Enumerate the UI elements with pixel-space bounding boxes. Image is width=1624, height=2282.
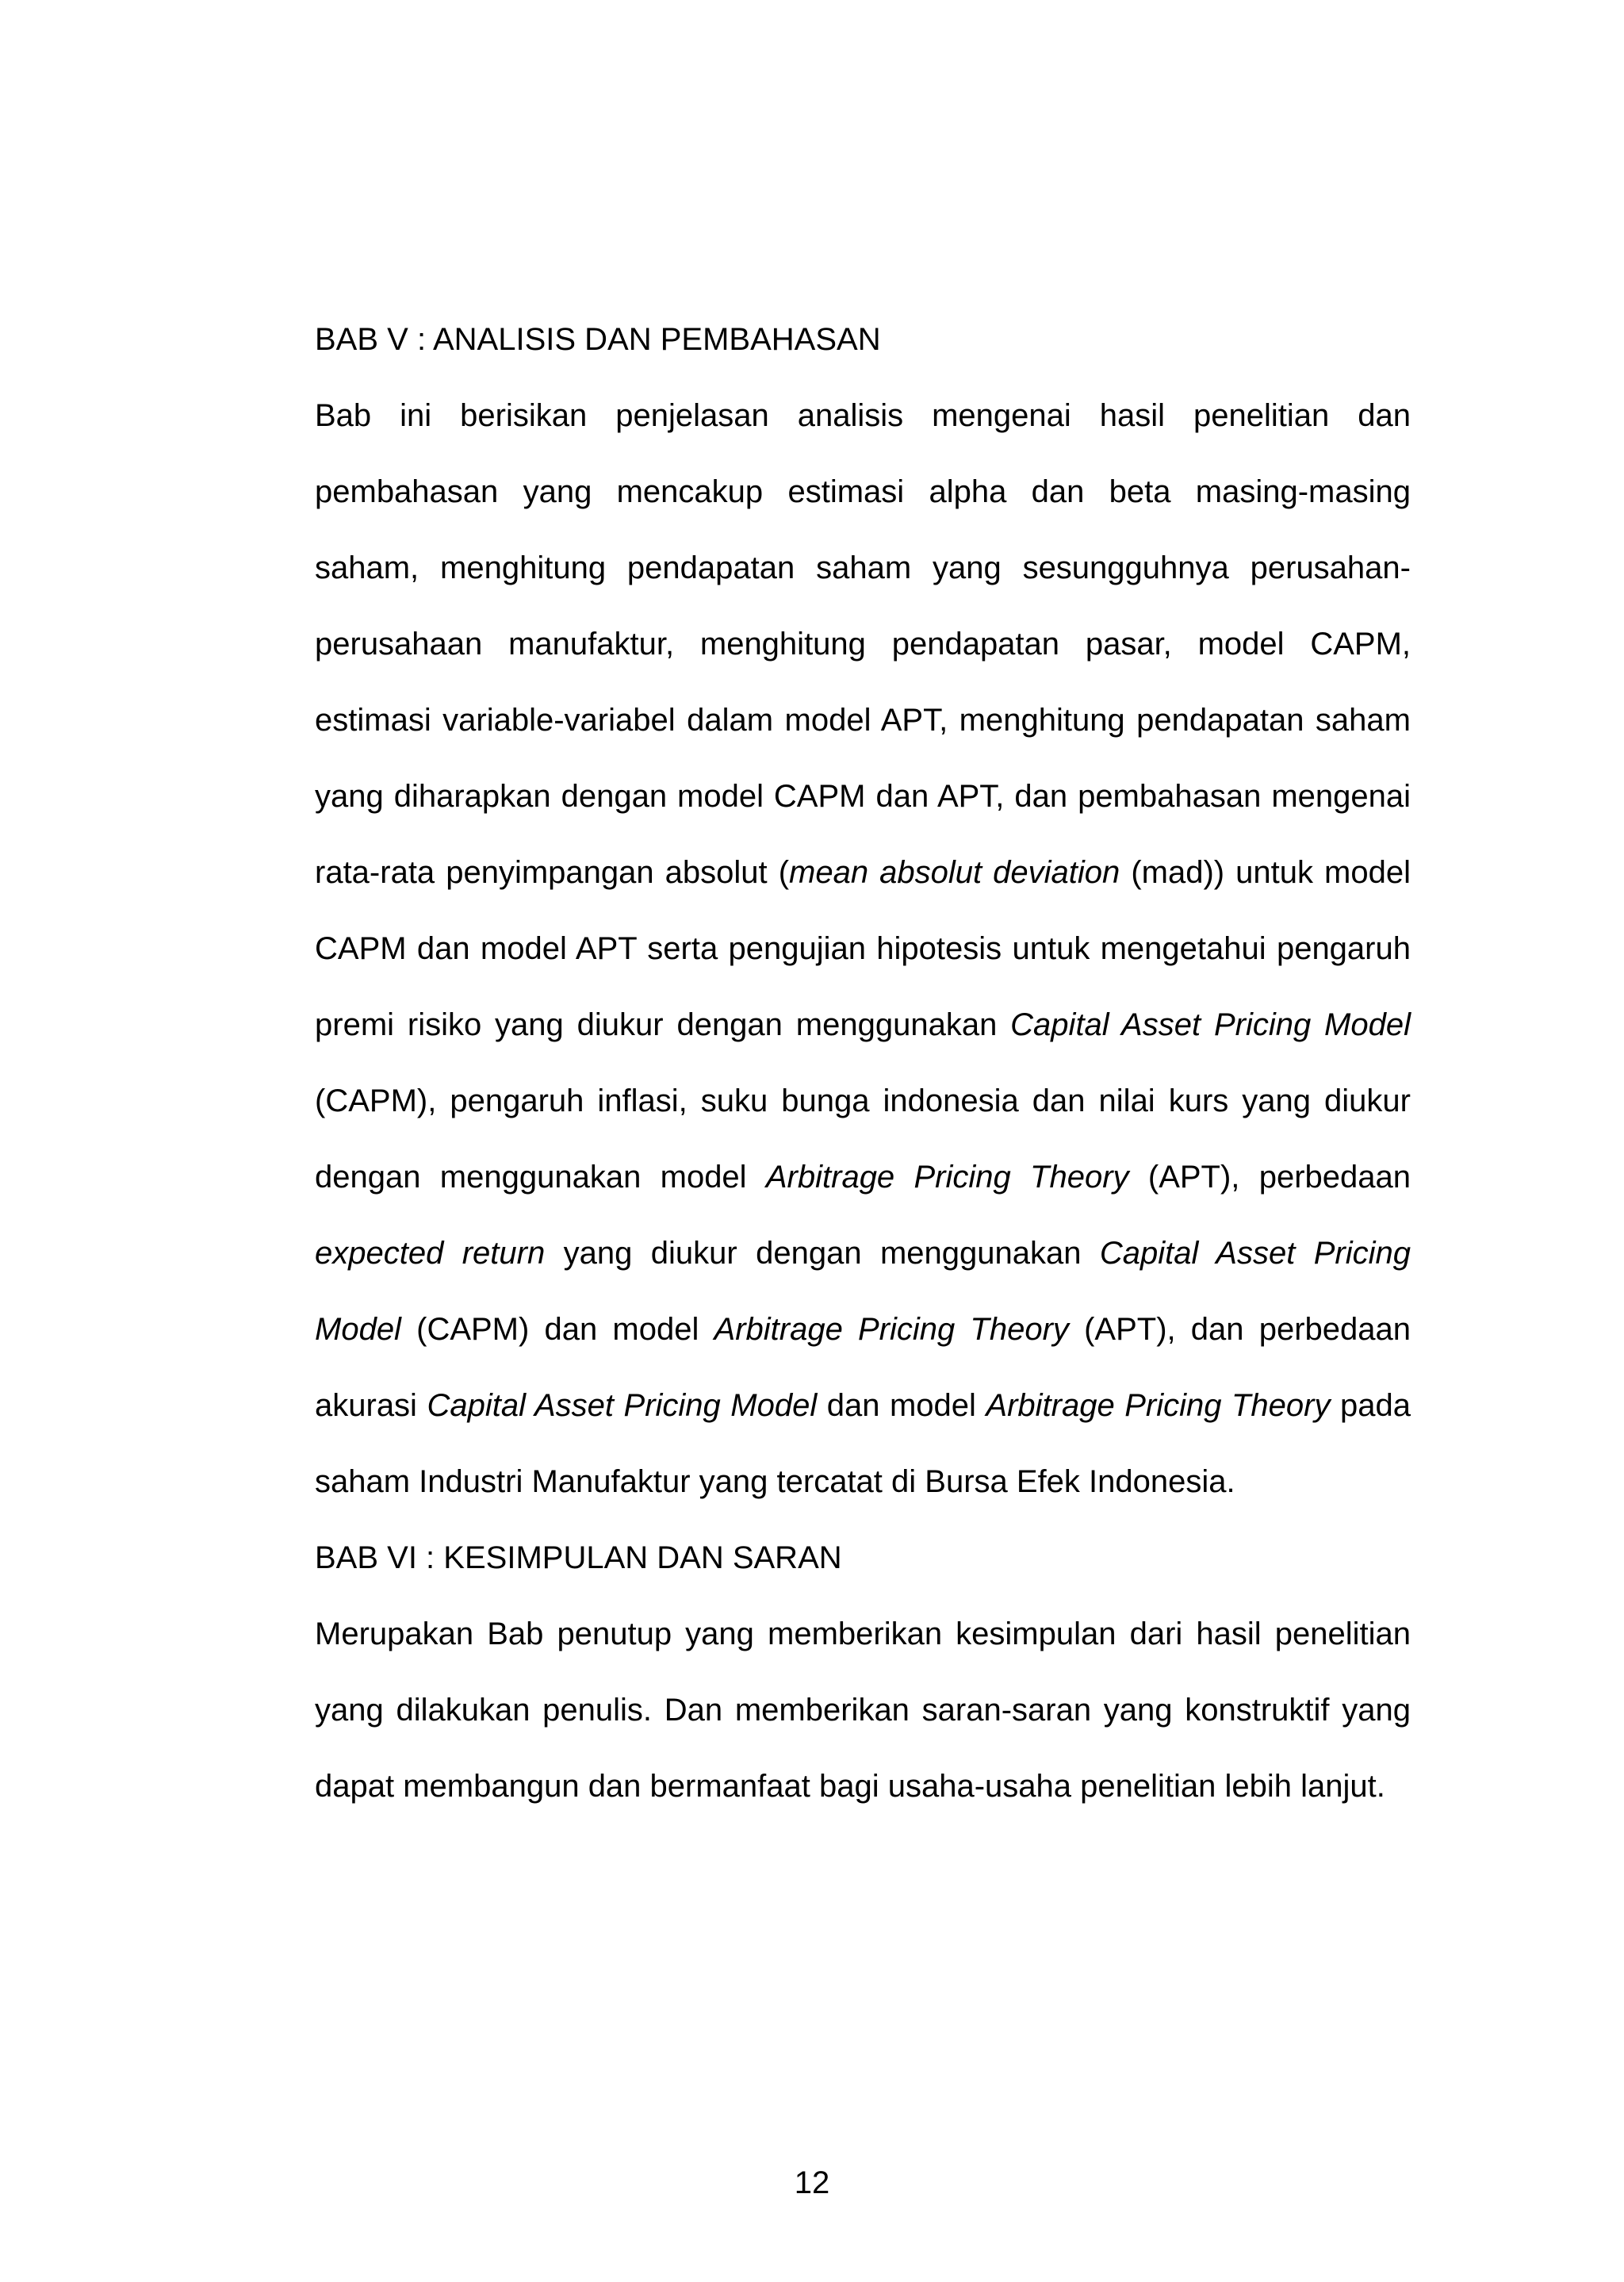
italic-term: mean absolut deviation	[789, 855, 1120, 890]
paragraph-text-segment: yang diukur dengan menggunakan	[545, 1236, 1100, 1271]
italic-term: Arbitrage Pricing Theory	[986, 1388, 1331, 1423]
paragraph-bab-v	[315, 378, 1411, 1520]
paragraph-text-segment: (CAPM), pengaruh inflasi, suku bunga indonesia dan nilai kurs yang diukur dengan menggunakan model	[315, 1083, 1411, 1195]
italic-term: expected return	[315, 1236, 546, 1271]
paragraph-text-segment: (mad)) untuk model CAPM dan model APT serta pengujian hipotesis untuk mengetahui pengaruh premi risiko yang diukur dengan menggunakan	[315, 855, 1411, 1042]
paragraph-text-segment: pada saham Industri Manufaktur yang tercatat di Bursa Efek Indonesia.	[315, 1388, 1411, 1499]
paragraph-text-segment: (CAPM) dan model	[400, 1312, 714, 1347]
paragraph-text-segment: (APT), dan perbedaan akurasi	[315, 1312, 1411, 1423]
heading-bab-v: BAB V : ANALISIS DAN PEMBAHASAN	[315, 322, 881, 357]
italic-term: Arbitrage Pricing Theory	[765, 1160, 1129, 1195]
paragraph-text-segment: dan model	[817, 1388, 986, 1423]
paragraph-text-segment: (APT), perbedaan	[1128, 1160, 1411, 1195]
page-number: 12	[794, 2165, 830, 2200]
paragraph-bab-vi: Merupakan Bab penutup yang memberikan kesimpulan dari hasil penelitian yang dilakukan penulis. Dan memberikan saran-saran yang konstruktif yang dapat membangun dan bermanfaat bagi usaha-usaha penelitian lebih lanjut.	[315, 1617, 1411, 1804]
heading-bab-vi: BAB VI : KESIMPULAN DAN SARAN	[315, 1540, 842, 1575]
page-body	[315, 301, 1411, 1824]
italic-term: Arbitrage Pricing Theory	[714, 1312, 1069, 1347]
paragraph-text-segment: Bab ini berisikan penjelasan analisis mengenai hasil penelitian dan pembahasan yang mencakup estimasi alpha dan beta masing-masing saham, menghitung pendapatan saham yang sesungguhnya perusahan-perusahaan manufaktur, menghitung pendapatan pasar, model CAPM, estimasi variable-variabel dalam model APT, menghitung pendapatan saham yang diharapkan dengan model CAPM dan APT, dan pembahasan mengenai rata-rata penyimpangan absolut (	[315, 398, 1411, 890]
italic-term: Capital Asset Pricing Model	[1010, 1007, 1411, 1042]
italic-term: Capital Asset Pricing Model	[427, 1388, 818, 1423]
italic-term: Capital Asset Pricing Model	[315, 1236, 1411, 1347]
